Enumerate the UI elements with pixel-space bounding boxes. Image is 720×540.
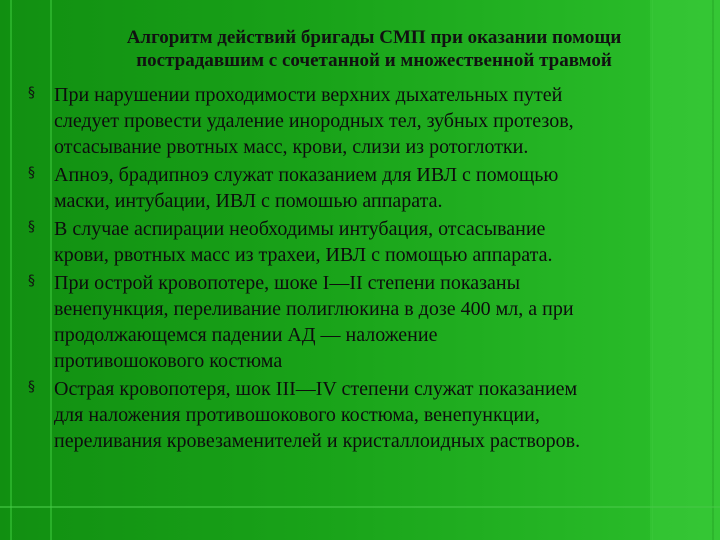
bullet-text-line: для наложения противошокового костюма, венепункции, [54, 404, 540, 426]
bullet-text-line: Острая кровопотеря, шок III—IV степени служат показанием [54, 378, 578, 400]
slide-title-line: Алгоритм действий бригады СМП при оказании помощи [126, 27, 622, 48]
bullet-text-line: При острой кровопотере, шоке I—II степени показаны [54, 272, 521, 294]
section-sign-icon: § [28, 85, 35, 101]
slide-title [40, 26, 708, 72]
bullet-item [28, 376, 700, 454]
slide-title-line: пострадавшим с сочетанной и множественной травмой [136, 50, 612, 71]
bullet-text-line: отсасывание рвотных масс, крови, слизи из ротоглотки. [54, 136, 529, 158]
decorative-line [0, 506, 720, 508]
bullet-item [28, 270, 700, 374]
decorative-line [712, 0, 714, 540]
bullet-text-line: В случае аспирации необходимы интубация, отсасывание [54, 218, 546, 240]
bullet-item [28, 82, 700, 160]
section-sign-icon: § [28, 379, 35, 395]
bullet-item [28, 162, 700, 214]
bullet-list [28, 82, 700, 456]
section-sign-icon: § [28, 165, 35, 181]
bullet-text-line: переливания кровезаменителей и кристаллоидных растворов. [54, 430, 581, 452]
bullet-text-line: маски, интубации, ИВЛ с помошью аппарата. [54, 190, 443, 212]
bullet-text-line: Апноэ, брадипноэ служат показанием для ИВЛ с помощью [54, 164, 559, 186]
bullet-text-line: противошокового костюма [54, 350, 283, 372]
bullet-text-line: При нарушении проходимости верхних дыхательных путей [54, 84, 563, 106]
section-sign-icon: § [28, 273, 35, 289]
bullet-text-line: крови, рвотных масс из трахеи, ИВЛ с помощью аппарата. [54, 244, 553, 266]
decorative-line [10, 0, 12, 540]
bullet-item [28, 216, 700, 268]
bullet-text-line: продолжающемся падении АД — наложение [54, 324, 438, 346]
bullet-text-line: венепункция, переливание полиглюкина в дозе 400 мл, а при [54, 298, 574, 320]
section-sign-icon: § [28, 219, 35, 235]
bullet-text-line: следует провести удаление инородных тел, зубных протезов, [54, 110, 574, 132]
